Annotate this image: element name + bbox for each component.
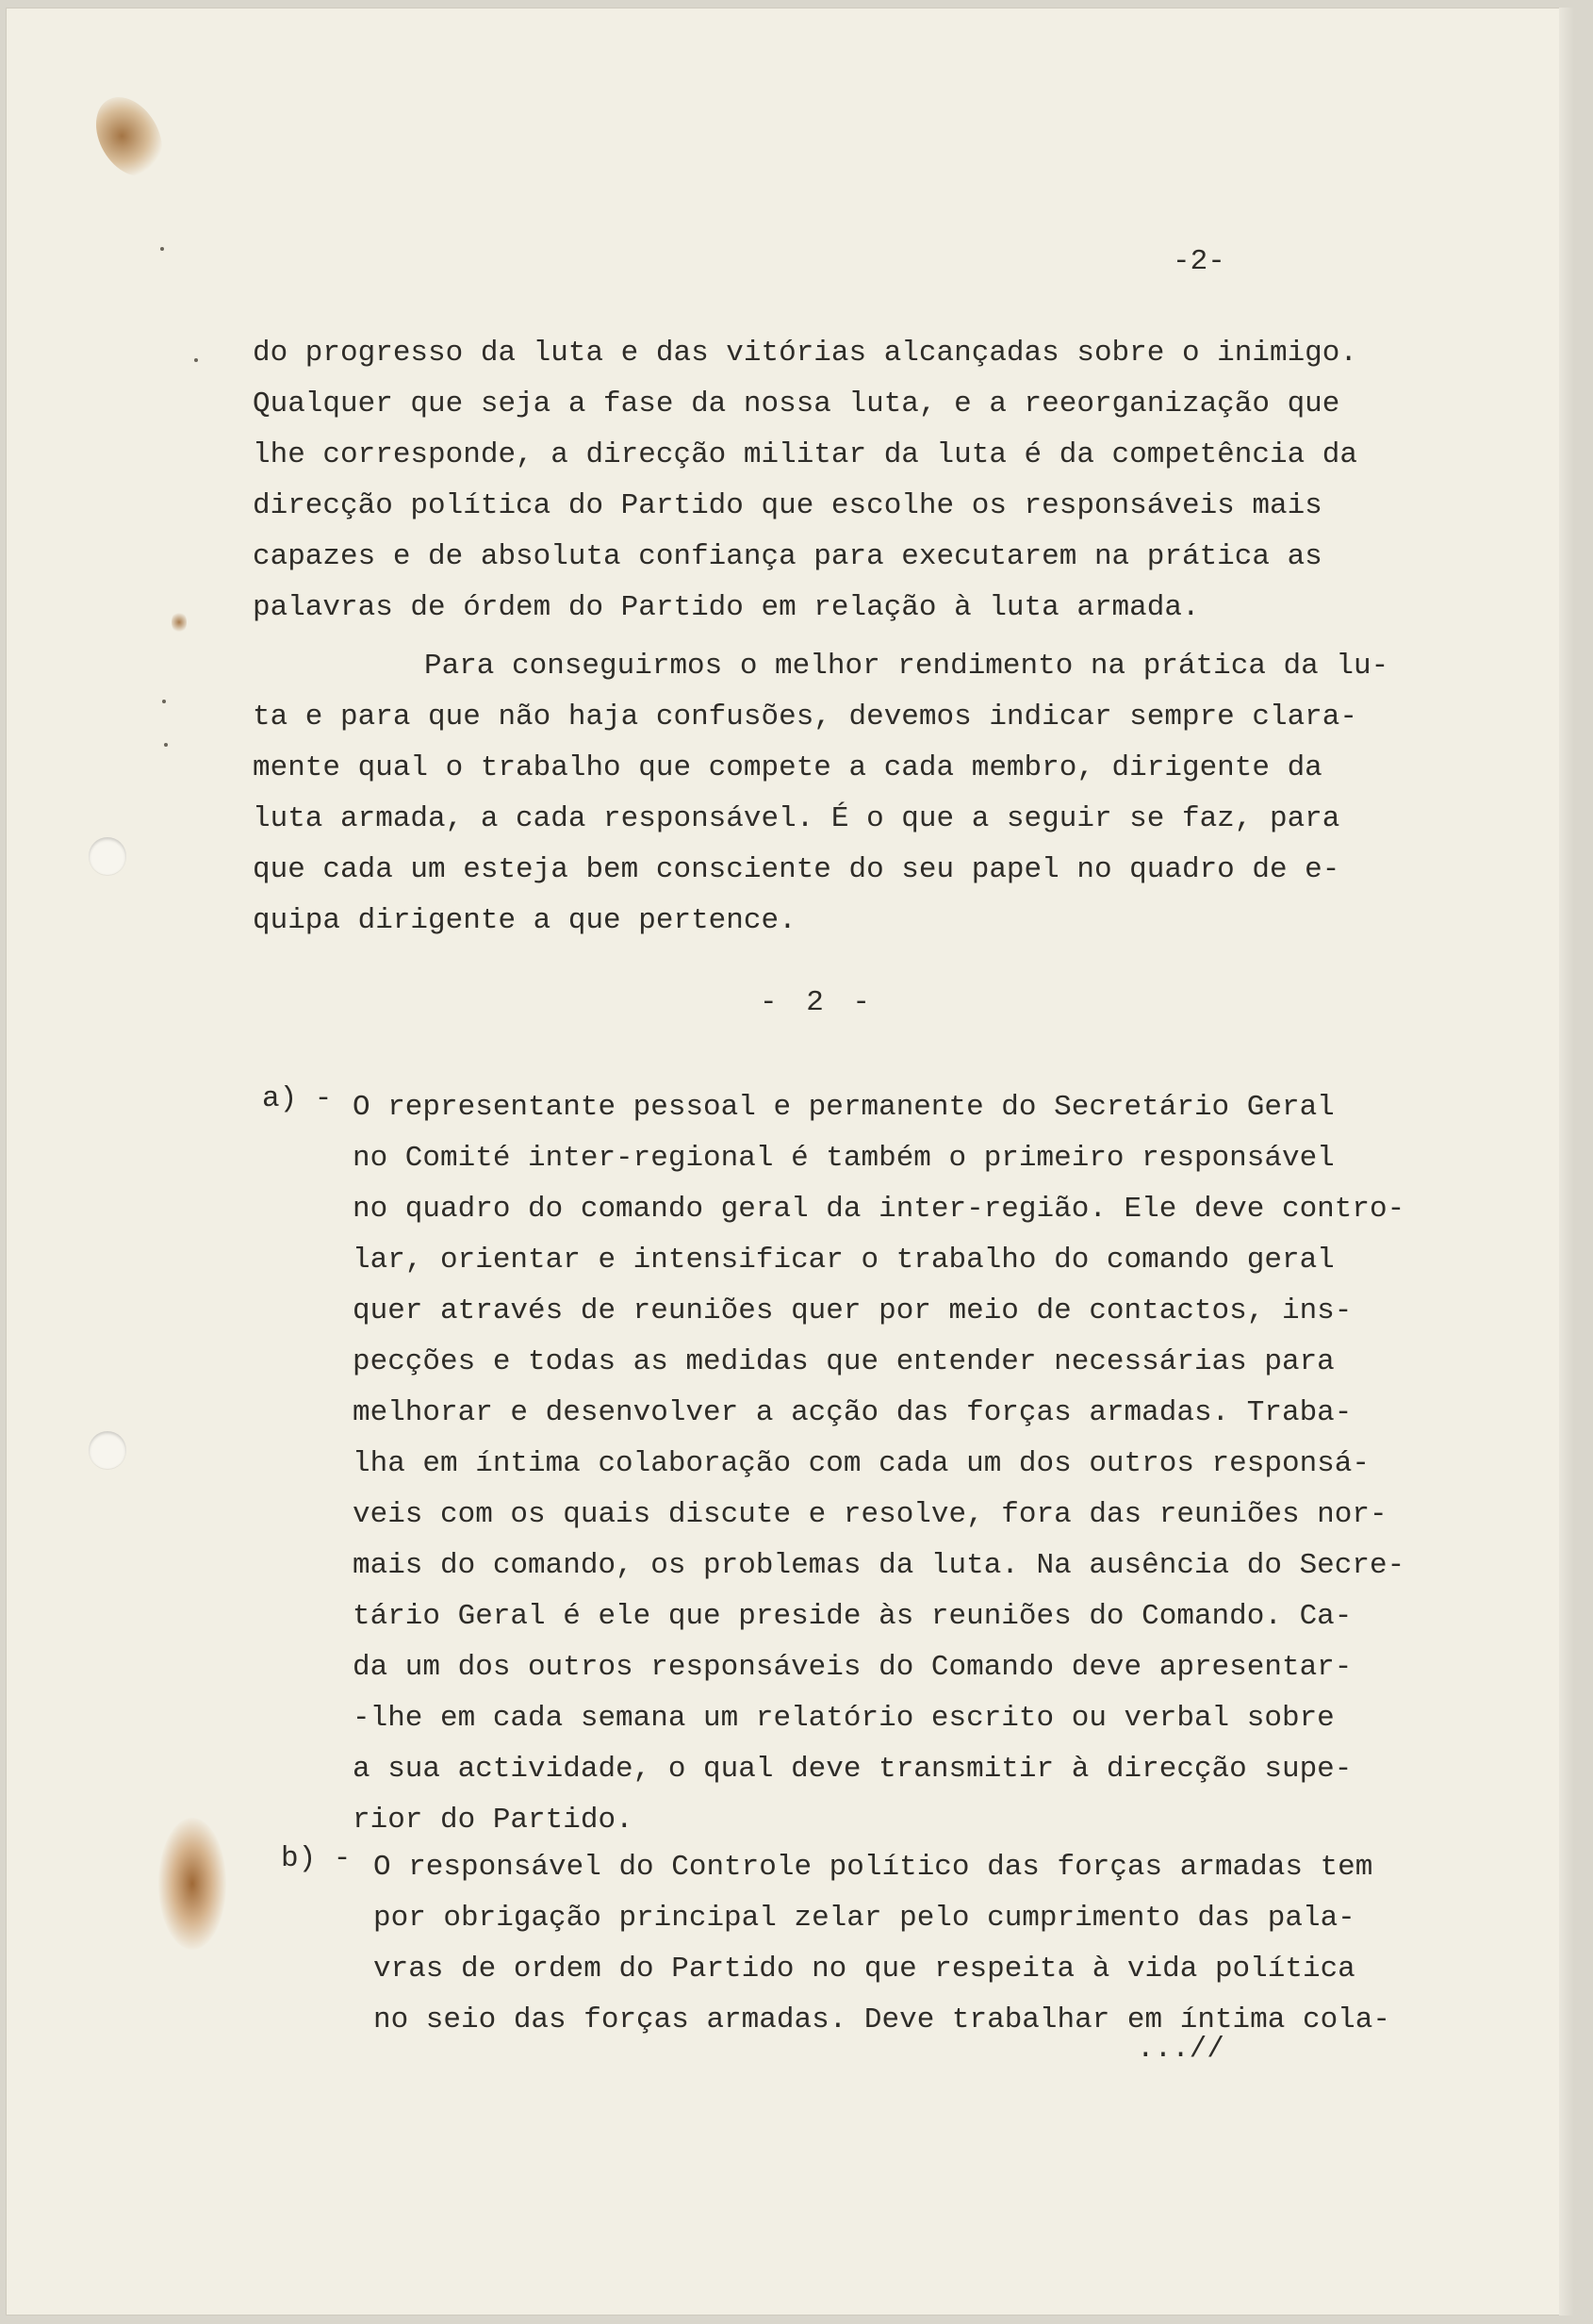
page-edge: [1559, 8, 1574, 2316]
second-paragraph: [253, 641, 1388, 947]
rust-stain: [158, 1818, 226, 1950]
item-b-marker: b) -: [281, 1842, 352, 1875]
intro-paragraph: [253, 328, 1357, 634]
punch-hole: [89, 837, 126, 875]
text-line: do progresso da luta e das vitórias alcançadas sobre o inimigo.: [253, 337, 1357, 370]
text-line: da um dos outros responsáveis do Comando deve apresentar-: [353, 1651, 1353, 1684]
text-line: ta e para que não haja confusões, devemos indicar sempre clara-: [253, 700, 1357, 733]
text-line: luta armada, a cada responsável. É o que a seguir se faz, para: [253, 802, 1340, 835]
text-line: quer através de reuniões quer por meio de contactos, ins-: [353, 1294, 1353, 1327]
text-line: no Comité inter-regional é também o primeiro responsável: [353, 1142, 1335, 1175]
page-number: -2-: [1173, 245, 1225, 278]
item-b-text: [373, 1842, 1390, 2046]
text-line: palavras de órdem do Partido em relação à luta armada.: [253, 591, 1200, 624]
text-line: direcção política do Partido que escolhe os responsáveis mais: [253, 489, 1322, 522]
text-line: capazes e de absoluta confiança para executarem na prática as: [253, 540, 1322, 573]
text-line: vras de ordem do Partido no que respeita à vida política: [373, 1953, 1355, 1986]
text-line: que cada um esteja bem consciente do seu papel no quadro de e-: [253, 853, 1340, 886]
text-line: mente qual o trabalho que compete a cada membro, dirigente da: [253, 751, 1322, 784]
continuation-mark: ...//: [1137, 2033, 1225, 2066]
punch-hole: [89, 1431, 126, 1469]
text-line: -lhe em cada semana um relatório escrito ou verbal sobre: [353, 1702, 1335, 1735]
text-line: tário Geral é ele que preside às reuniões do Comando. Ca-: [353, 1600, 1353, 1633]
speck: [194, 358, 198, 362]
rust-stain: [83, 86, 176, 189]
text-line: O responsável do Controle político das forças armadas tem: [373, 1851, 1373, 1884]
text-line: Qualquer que seja a fase da nossa luta, e a reeorganização que: [253, 387, 1340, 420]
text-line: por obrigação principal zelar pelo cumprimento das pala-: [373, 1902, 1355, 1935]
text-line: mais do comando, os problemas da luta. Na ausência do Secre-: [353, 1549, 1405, 1582]
item-a-marker: a) -: [262, 1082, 333, 1115]
text-line: no seio das forças armadas. Deve trabalhar em íntima cola-: [373, 2003, 1390, 2036]
document-page: [6, 8, 1574, 2316]
text-line: no quadro do comando geral da inter-região. Ele deve contro-: [353, 1193, 1405, 1226]
text-line: quipa dirigente a que pertence.: [253, 904, 796, 937]
section-number: - 2 -: [760, 986, 877, 1019]
text-line: lha em íntima colaboração com cada um dos outros responsá-: [353, 1447, 1370, 1480]
text-line: veis com os quais discute e resolve, fora das reuniões nor-: [353, 1498, 1388, 1531]
text-line: Para conseguirmos o melhor rendimento na prática da lu-: [424, 650, 1389, 683]
speck: [164, 743, 168, 747]
item-a-text: [353, 1082, 1404, 1846]
rust-stain: [172, 611, 187, 634]
text-line: rior do Partido.: [353, 1804, 633, 1837]
text-line: lhe corresponde, a direcção militar da luta é da competência da: [253, 438, 1357, 471]
text-line: pecções e todas as medidas que entender necessárias para: [353, 1345, 1335, 1378]
speck: [162, 700, 166, 703]
text-line: O representante pessoal e permanente do Secretário Geral: [353, 1091, 1335, 1124]
text-line: lar, orientar e intensificar o trabalho do comando geral: [353, 1244, 1335, 1277]
speck: [160, 247, 164, 251]
text-line: a sua actividade, o qual deve transmitir à direcção supe-: [353, 1753, 1353, 1786]
text-line: melhorar e desenvolver a acção das forças armadas. Traba-: [353, 1396, 1353, 1429]
